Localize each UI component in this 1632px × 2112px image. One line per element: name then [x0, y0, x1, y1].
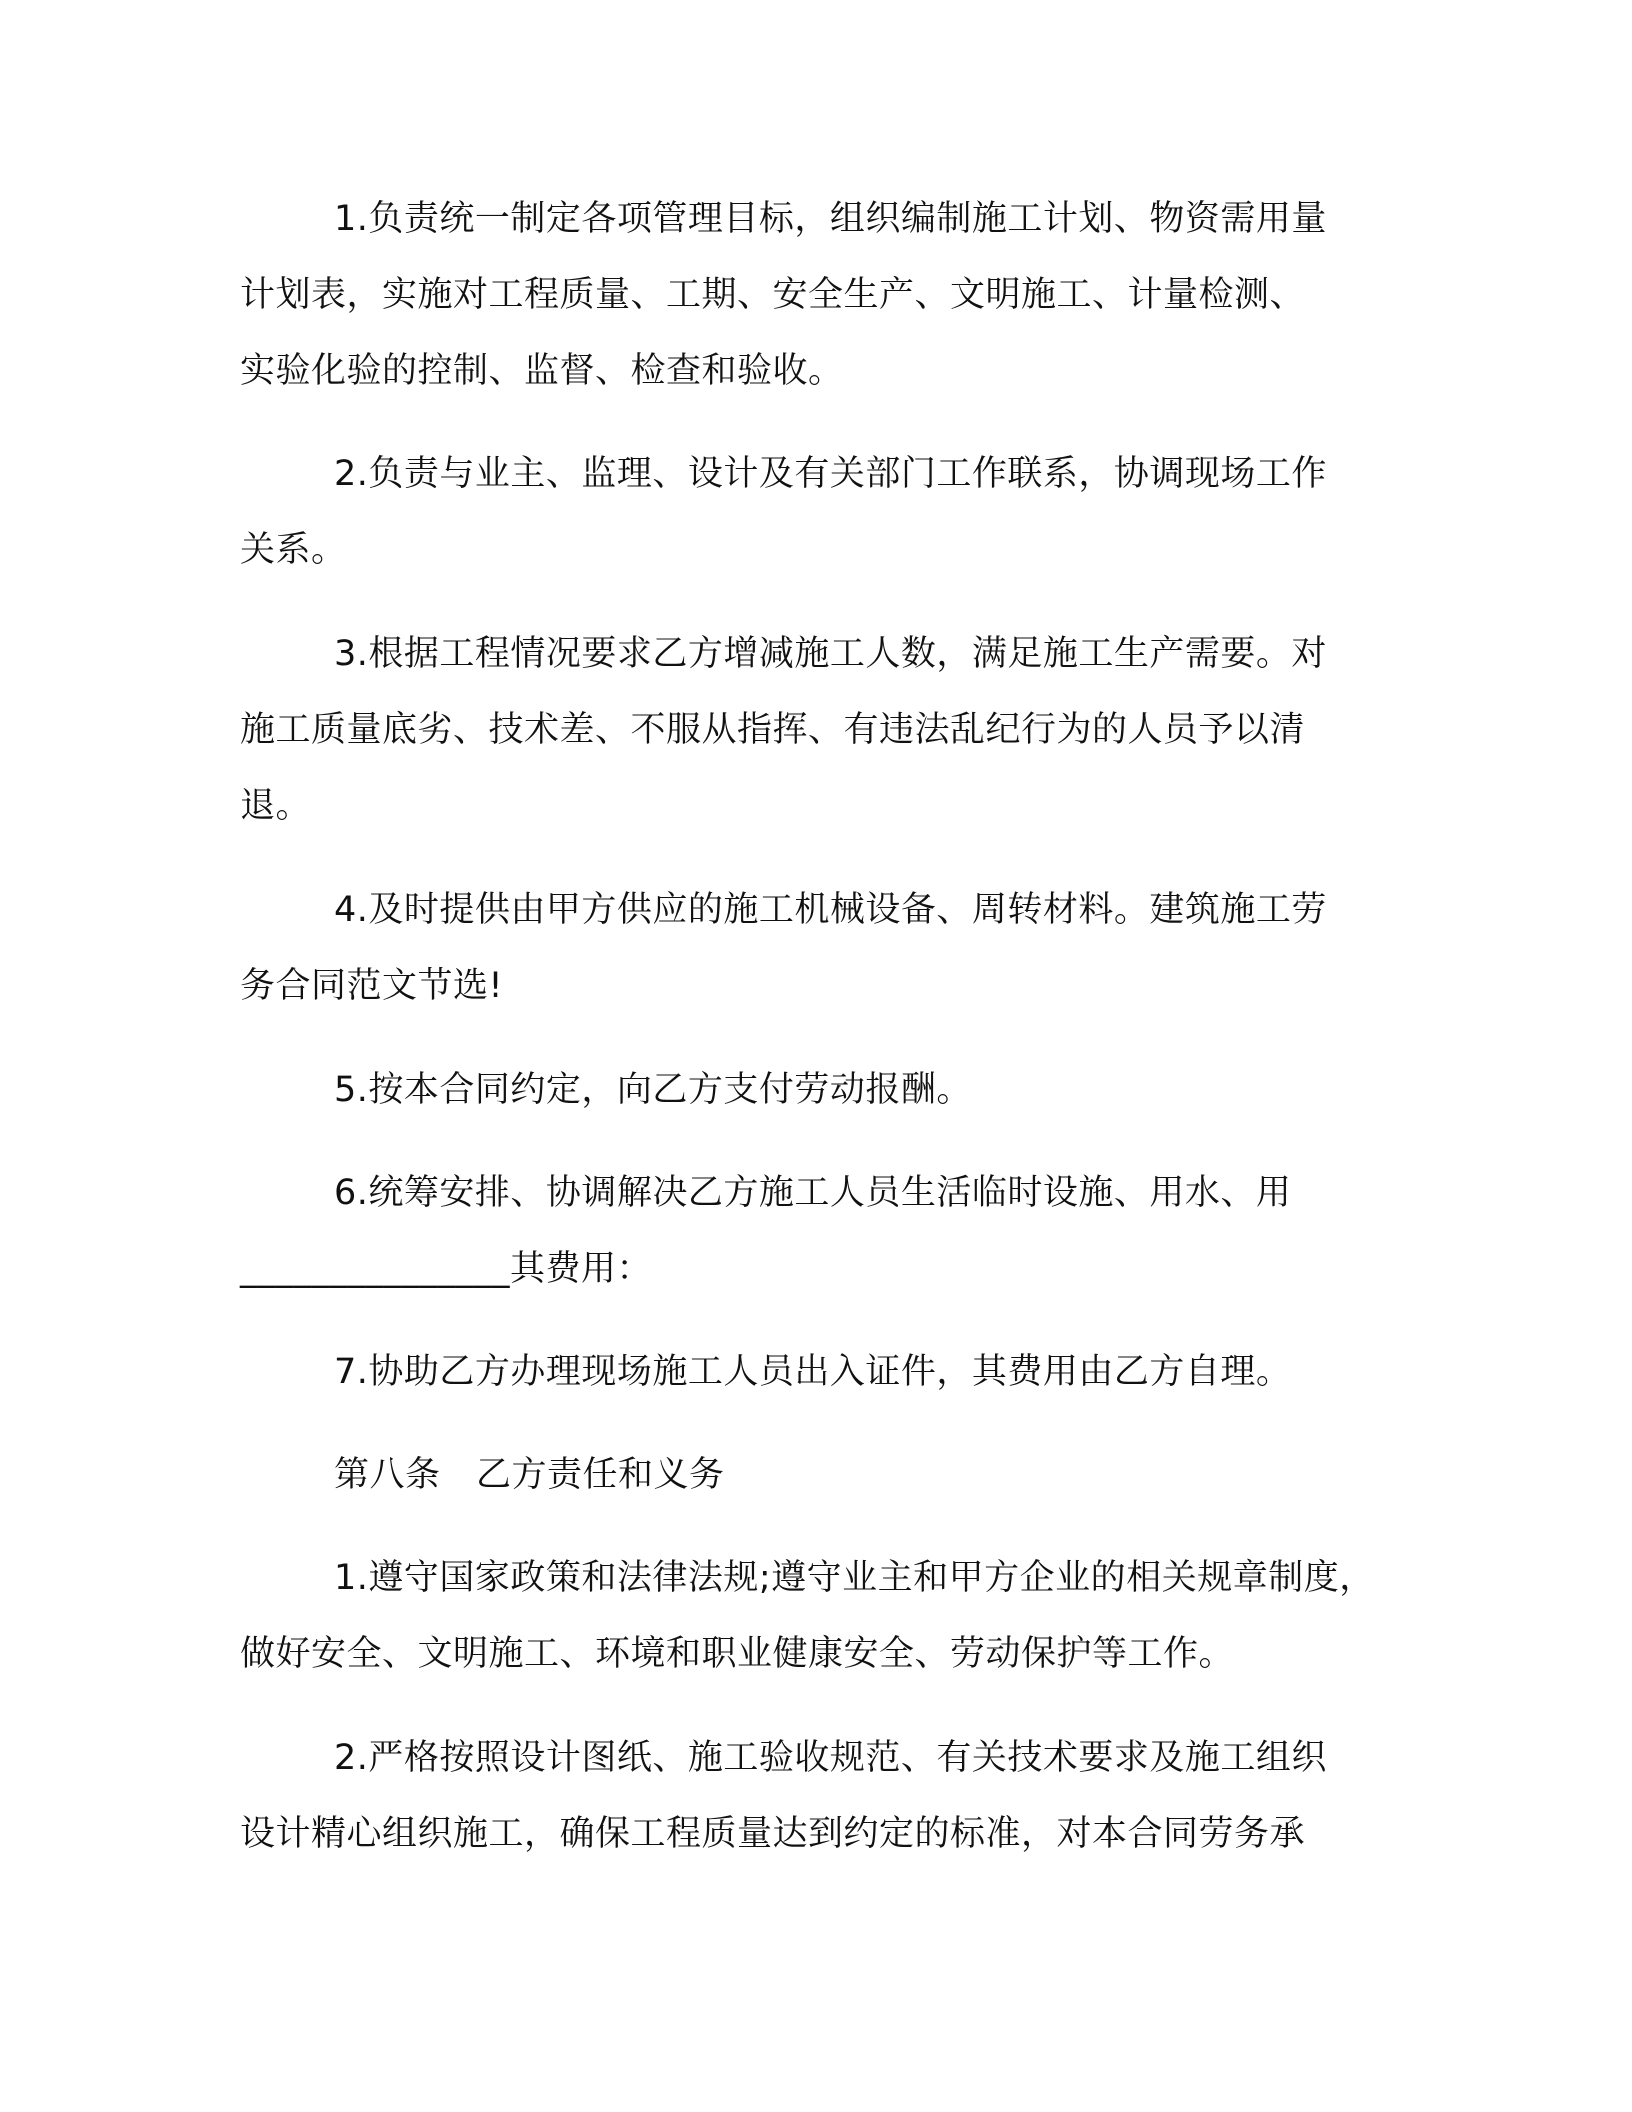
text-line: 2.严格按照设计图纸、施工验收规范、有关技术要求及施工组织	[334, 1738, 1327, 1778]
text-line: 关系。	[240, 530, 347, 570]
text-line: 7.协助乙方办理现场施工人员出入证件，其费用由乙方自理。	[334, 1352, 1292, 1392]
text-line: 退。	[240, 786, 312, 826]
text-line: 3.根据工程情况要求乙方增减施工人数，满足施工生产需要。对	[334, 634, 1327, 674]
text-line: 6.统筹安排、协调解决乙方施工人员生活临时设施、用水、用	[334, 1173, 1292, 1213]
text-line: 务合同范文节选!	[240, 966, 504, 1006]
section-heading: 第八条 乙方责任和义务	[334, 1455, 725, 1495]
text-line: 设计精心组织施工，确保工程质量达到约定的标准，对本合同劳务承	[240, 1814, 1306, 1854]
text-line: 计划表，实施对工程质量、工期、安全生产、文明施工、计量检测、	[240, 275, 1306, 315]
text-line: 1.遵守国家政策和法律法规;遵守业主和甲方企业的相关规章制度，	[334, 1558, 1375, 1598]
text-line: 1.负责统一制定各项管理目标，组织编制施工计划、物资需用量	[334, 199, 1327, 239]
text-line: 2.负责与业主、监理、设计及有关部门工作联系，协调现场工作	[334, 454, 1327, 494]
text-line: 5.按本合同约定，向乙方支付劳动报酬。	[334, 1070, 972, 1110]
text-line: _______________其费用：	[240, 1249, 653, 1289]
text-line: 施工质量底劣、技术差、不服从指挥、有违法乱纪行为的人员予以清	[240, 710, 1306, 750]
text-line: 实验化验的控制、监督、检查和验收。	[240, 351, 844, 391]
text-line: 做好安全、文明施工、环境和职业健康安全、劳动保护等工作。	[240, 1634, 1235, 1674]
text-line: 4.及时提供由甲方供应的施工机械设备、周转材料。建筑施工劳	[334, 890, 1327, 930]
